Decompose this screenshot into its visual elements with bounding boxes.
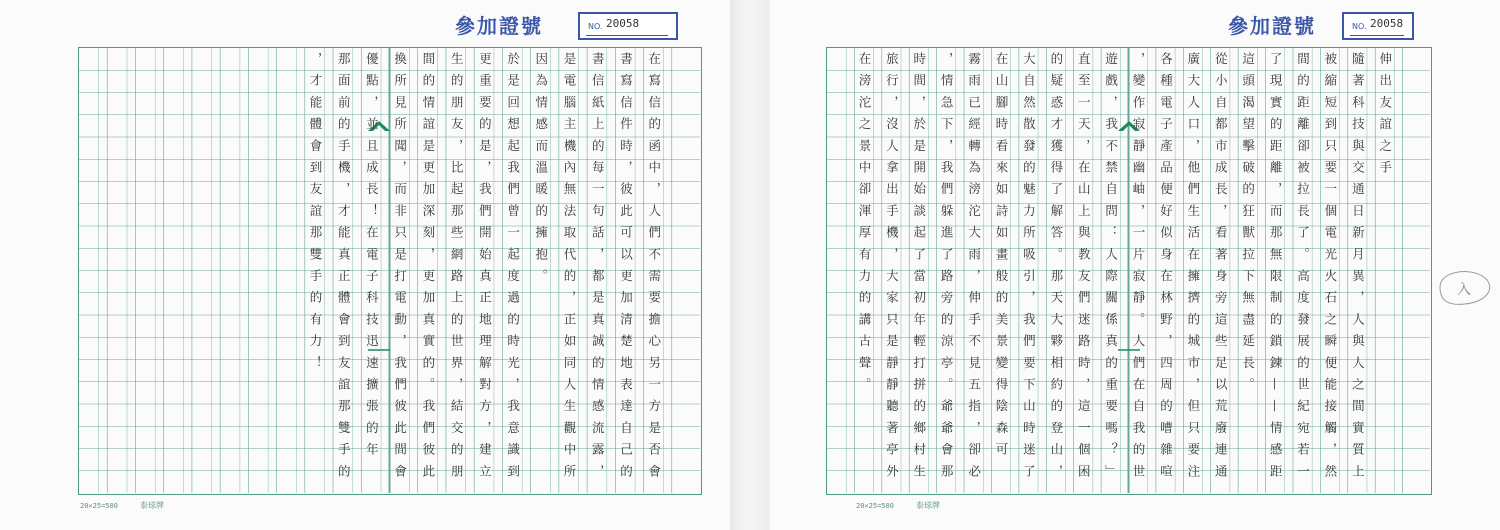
- essay-column: 在山腳時看來如詩如畫般的美景變得陰森可: [993, 52, 1009, 465]
- essay-column: 書信紙上的每一句話，都是真誠的情感流露，: [590, 52, 606, 486]
- grid-size-label: 20×25=500: [856, 502, 894, 510]
- entry-number-title: 參加證號: [1228, 14, 1316, 38]
- essay-column: 這頭渴望擊破的狂獸拉下無盡延長。: [1240, 52, 1256, 400]
- essay-column: 那面前的手機，才能真正體會到友誼那雙手的: [336, 52, 352, 486]
- binding-gutter: [730, 0, 770, 530]
- essay-column: 因為情感而溫暖的擁抱。: [533, 52, 549, 291]
- essay-column: 優點，並且成長！在電子科技迅速擴張的年: [364, 52, 380, 465]
- entry-number-underline: [586, 35, 668, 36]
- essay-column: 伸出友誼之手: [1377, 52, 1393, 183]
- essay-column: 直至一天，在山上與教友們迷路時，這一個困: [1076, 52, 1092, 486]
- grid-size-label: 20×25=500: [80, 502, 118, 510]
- essay-column: 被縮短到只要一個電光火石之瞬便能接觸，然: [1322, 52, 1338, 486]
- essay-column: 於是回想起我們曾一起度過的時光，我意識到: [505, 52, 521, 486]
- essay-column: 大自然散發的魅力所吸引，我們要下山時迷了: [1021, 52, 1037, 486]
- paper-brand: 泰球牌: [916, 501, 940, 510]
- essay-column: 生的朋友，比起那些網路上的世界，結交的朋: [449, 52, 465, 486]
- entry-number-label: NO.: [588, 22, 603, 31]
- essay-column: 間的情誼是更加深刻，更加真實的。我們彼此: [420, 52, 436, 486]
- entry-number-label: NO.: [1352, 22, 1367, 31]
- entry-number-box: [578, 12, 678, 40]
- essay-column: 在滂沱之景中卻渾厚有力的講古聲。: [856, 52, 872, 400]
- essay-column: 的疑惑才獲得了解答。那天大夥相約的登山，: [1048, 52, 1064, 486]
- essay-column: 是電腦主機內無法取代的，正如同人生觀中所: [562, 52, 578, 486]
- essay-column: 隨著科技與交通日新月異，人與人之間實質上: [1350, 52, 1366, 486]
- entry-number-underline: [1350, 35, 1404, 36]
- essay-column: 廣大人口，他們生活在擁擠的城市，但只要注: [1185, 52, 1201, 486]
- entry-number-title: 參加證號: [455, 14, 543, 38]
- essay-column: ，情急下，我們躲進了路旁的涼亭。爺爺會那: [939, 52, 955, 486]
- essay-column: 各種電子產品便好似身在林野，四周的嘈雜喧: [1158, 52, 1174, 486]
- essay-column: 遊戲，我不禁自問：人際關係真的重要嗎？」: [1103, 52, 1119, 486]
- essay-column: 旅行，沒人拿出手機，大家只是靜靜聽著亭外: [884, 52, 900, 486]
- paper-brand: 泰球牌: [140, 501, 164, 510]
- essay-column: ，變作寂靜幽岫，一片寂靜。人們在自我的世: [1131, 52, 1147, 486]
- essay-column: 霧雨已經轉為滂沱大雨，伸手不見五指，卻必: [966, 52, 982, 486]
- essay-column: 更重要的是，我們開始真正地理解對方，建立: [477, 52, 493, 486]
- margin-doodle: [1435, 262, 1495, 316]
- margin-note: 入: [1457, 282, 1471, 298]
- essay-column: 書寫信件時，彼此可以更加清楚地表達自己的: [618, 52, 634, 486]
- essay-column: ，才能體會到友誼那雙手的有力！: [307, 52, 323, 378]
- entry-number-box: [1342, 12, 1414, 40]
- essay-column: 時間，於是開始談起了當初年輕打拼的鄉村生: [911, 52, 927, 486]
- essay-column: 在寫信的函中，人們不需要擔心另一方是否會: [646, 52, 662, 486]
- entry-number-value: 20058: [606, 17, 640, 30]
- essay-column: 了現實的距離，而那無限制的鎖鍊——情感距: [1268, 52, 1284, 486]
- entry-number-value: 20058: [1370, 17, 1404, 30]
- essay-column: 換所見所聞，而非只是打電動，我們彼此間會: [392, 52, 408, 486]
- essay-column: 從小自都市成長，看著身旁這些足以荒廢連通: [1213, 52, 1229, 486]
- essay-column: 間的距離卻被拉長了。高度發展的世紀宛若一: [1295, 52, 1311, 486]
